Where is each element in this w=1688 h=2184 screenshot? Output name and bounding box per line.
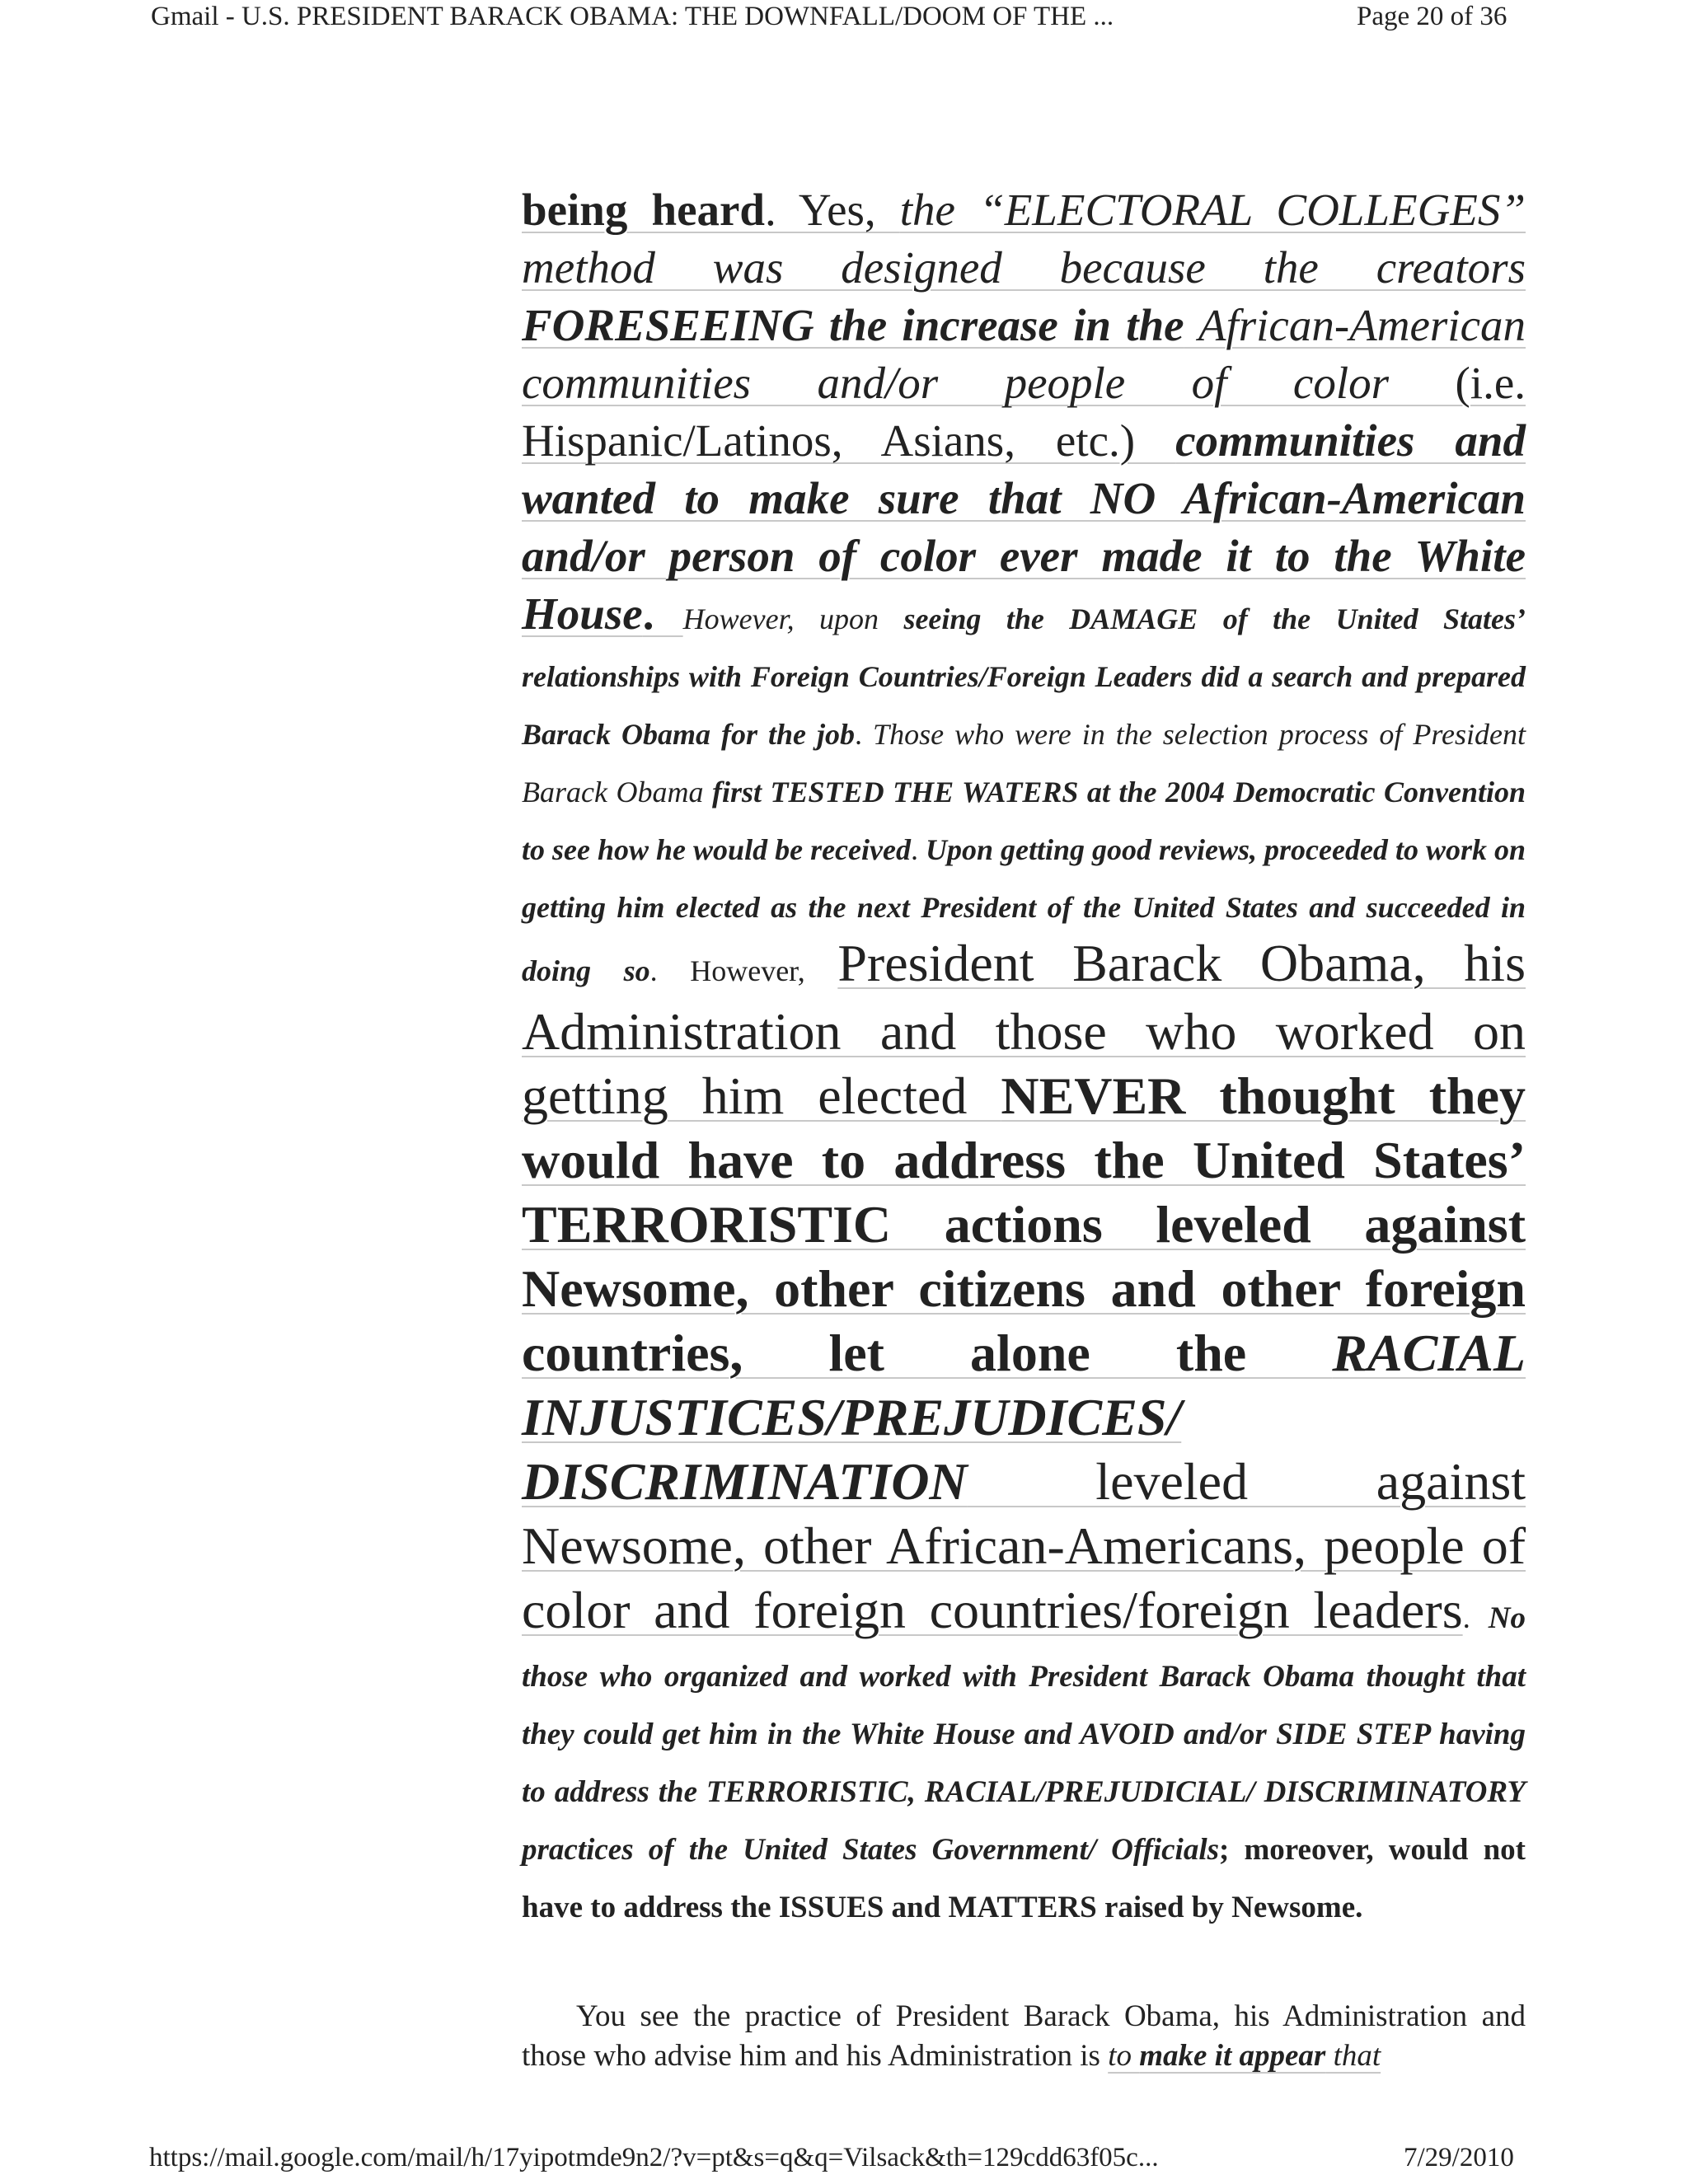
page-number: Page 20 of 36 [1357,2,1507,31]
text-run: leveled against Newsome, other African-Americans, people of color and foreign countries/foreign leaders [522,1452,1526,1639]
footer-date: 7/29/2010 [1404,2143,1514,2172]
text-run: the “ELECTORAL COLLEGES” method was designed because the creators [522,185,1526,293]
text-run: . [1462,1601,1489,1635]
text-run: to [1108,2039,1140,2073]
letter-body [522,181,1526,2076]
header-title: Gmail - U.S. PRESIDENT BARACK OBAMA: THE DOWNFALL/DOOM OF THE ... [151,2,1114,31]
text-run: NEVER thought they would have to address the United States’ TERRORISTIC actions leveled against Newsome, other citizens and other foreign countries, let alone the [522,1066,1526,1382]
text-run: President Barack Obama, his Administration and those who worked on getting him elected [522,934,1526,1125]
text-run: . However, [649,954,838,987]
text-run: being heard [522,185,766,235]
text-run: FORESEEING the increase in the [522,300,1184,350]
text-run: No those who organized and worked with President Barack Obama thought that they could get him in the White House and AVOID and/or SIDE STEP having to address the TERRORISTIC, RACIAL/PREJUDICIAL/ DISCRIMINATORY practices of the United States Government/ Officials [522,1601,1526,1867]
text-run: . [855,718,874,751]
text-run: Those who were in the selection process of President Barack Obama [522,718,1526,808]
footer-url: https://mail.google.com/mail/h/17yipotmde9n2/?v=pt&s=q&q=Vilsack&th=129cdd63f05c... [149,2143,1159,2172]
text-run: ; moreover, would not have to address the ISSUES and MATTERS raised by Newsome. [522,1833,1526,1924]
text-run: Upon getting good reviews, proceeded to work on getting him elected as the next President of the United States and succeeded in doing so [522,833,1526,987]
paragraph-2 [522,1997,1526,2076]
text-run: African-American communities and/or people of color [522,300,1526,408]
text-run: (i.e. Hispanic/Latinos, Asians, etc.) [522,358,1526,466]
text-run: However, upon [682,602,904,635]
paragraph-1 [522,181,1526,1931]
text-run: seeing the DAMAGE of the United States’ relationships with Foreign Countries/Foreign Leaders did a search and prepared Barack Obama for the job [522,602,1526,751]
text-run: make it appear [1139,2039,1326,2073]
text-run: . [642,588,683,639]
text-run: that [1325,2039,1381,2073]
text-run: RACIAL INJUSTICES/PREJUDICES/ DISCRIMINATION [522,1324,1526,1511]
text-run: . Yes, [765,185,900,235]
text-run: You see the practice of President Barack Obama, his Administration and those who advise him and his Administration is [522,1999,1526,2073]
text-run: communities and wanted to make sure that NO African-American and/or person of color ever made it to the White House [522,415,1526,639]
text-run: . [910,833,926,866]
text-run: first TESTED THE WATERS at the 2004 Democratic Convention to see how he would be received [522,776,1526,866]
